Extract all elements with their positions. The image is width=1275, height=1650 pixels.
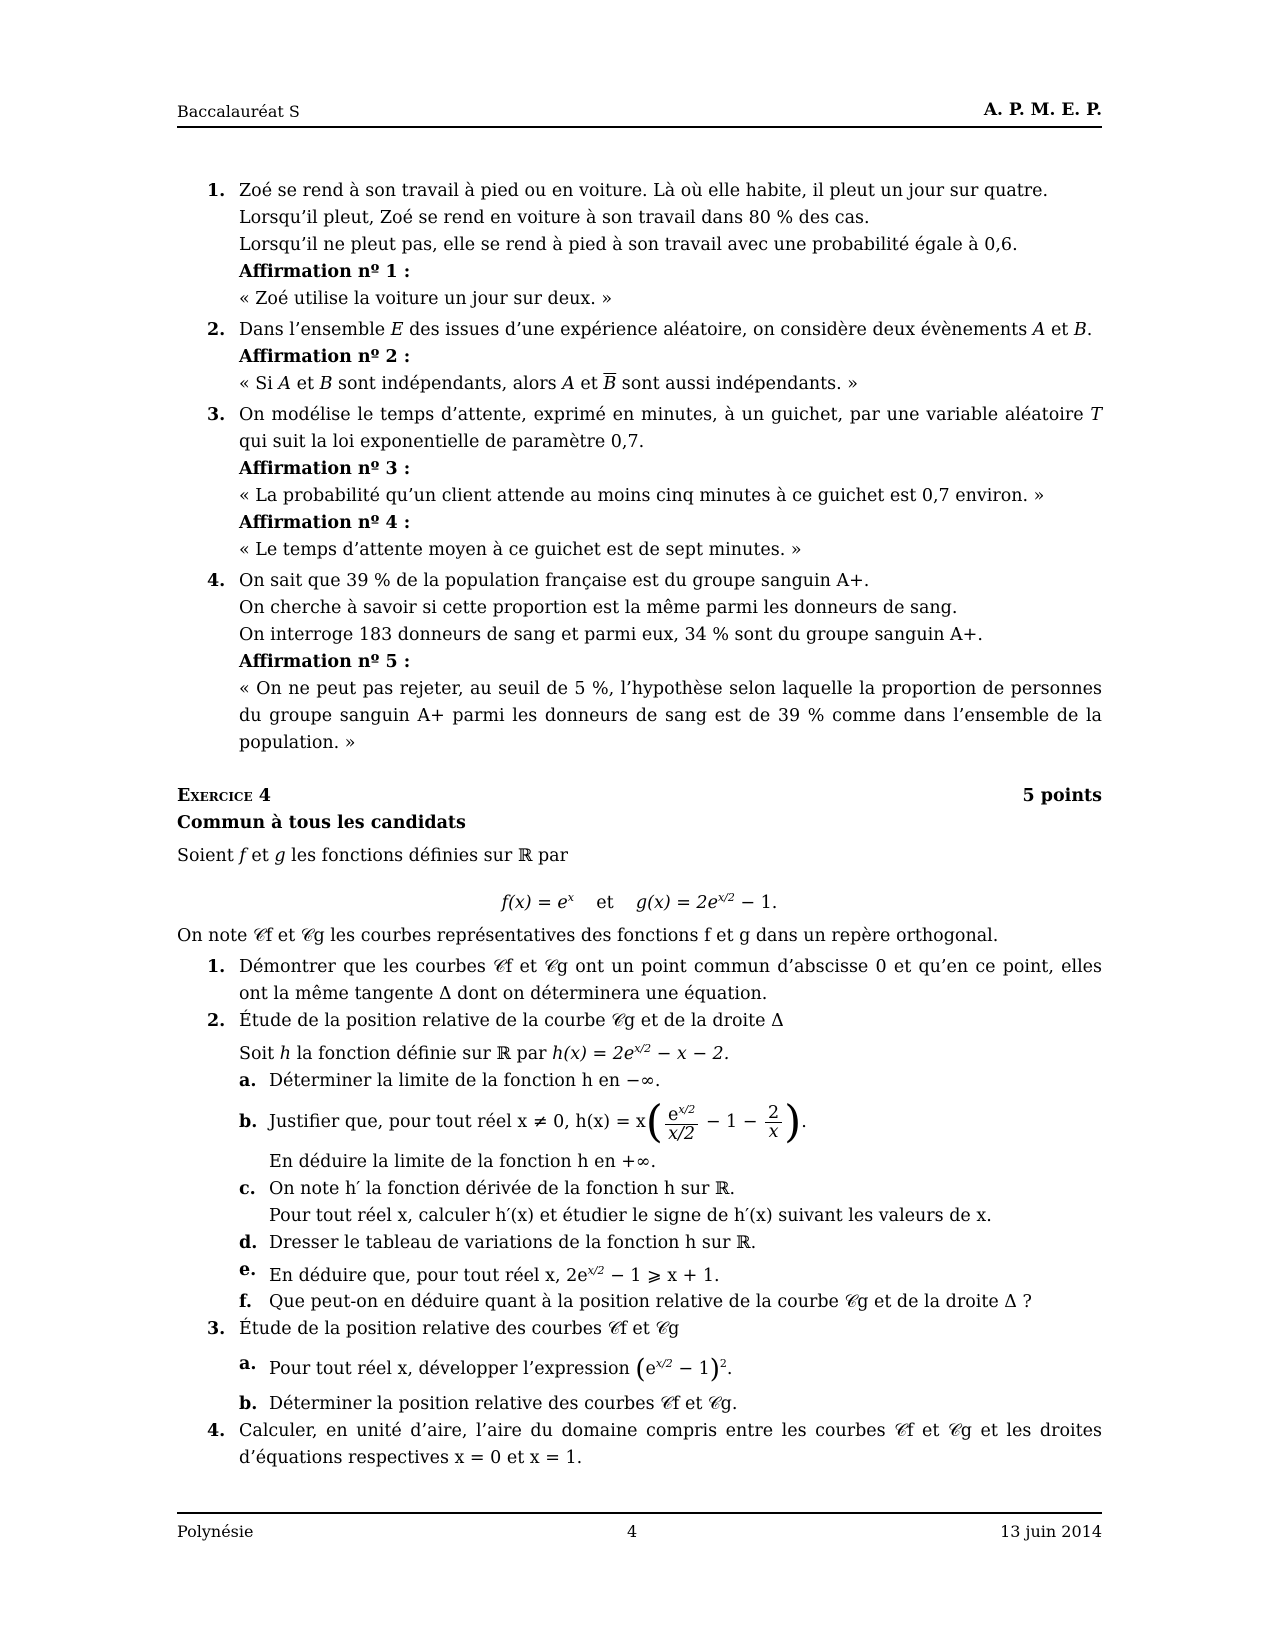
q2-part-c: c. On note h′ la fonction dérivée de la fonction h sur ℝ. Pour tout réel x, calculer h′(x) et étudier le signe de h′(x) suivant les valeurs de x.	[239, 1178, 992, 1226]
question-number: 1.	[207, 956, 226, 977]
affirmation-2-text: « Si A et B sont indépendants, alors A et $\overline{B}$ sont aussi indépendants. »	[239, 374, 858, 394]
q3-text: On modélise le temps d’attente, exprimé en minutes, à un guichet, par une variable aléatoire T qui suit la loi exponentielle de paramètre 0,7.	[239, 405, 1102, 452]
q4-line-2: On cherche à savoir si cette proportion est la même parmi les donneurs de sang.	[239, 598, 958, 618]
header-left: Baccalauréat S	[177, 102, 300, 121]
q3-title: Étude de la position relative des courbes 𝒞f et 𝒞g	[239, 1319, 680, 1340]
page-header	[177, 102, 1102, 128]
q2-line-1: Dans l’ensemble E des issues d’une expérience aléatoire, on considère deux évènements A et B.	[239, 320, 1093, 340]
footer-date: 13 juin 2014	[1000, 1522, 1102, 1541]
exercise-title: Exercice 4	[177, 786, 271, 806]
ex3-question-4	[177, 568, 1102, 757]
ex4-question-1	[177, 954, 1102, 1008]
exercise-subtitle: Commun à tous les candidats	[177, 813, 466, 833]
q4-line-3: On interroge 183 donneurs de sang et parmi eux, 34 % sont du groupe sanguin A+.	[239, 625, 983, 645]
q4-text: Calculer, en unité d’aire, l’aire du domaine compris entre les courbes 𝒞f et 𝒞g et les droites d’équations respectives x = 0 et x = 1.	[239, 1420, 1102, 1468]
affirmation-5-text: « On ne peut pas rejeter, au seuil de 5 %, l’hypothèse selon laquelle la proportion de personnes du groupe sanguin A+ parmi les donneurs de sang est de 39 % comme dans l’ensemble de la population. »	[239, 679, 1102, 753]
ex3-question-2	[177, 317, 1102, 398]
ex4-question-3	[177, 1316, 1102, 1417]
affirmation-1-text: « Zoé utilise la voiture un jour sur deux. »	[239, 289, 613, 309]
exercise-points: 5 points	[1022, 786, 1102, 806]
affirmation-3-text: « La probabilité qu’un client attende au moins cinq minutes à ce guichet est 0,7 environ. »	[239, 486, 1045, 506]
affirmation-4-label: Affirmation nº 4 :	[239, 513, 411, 533]
exercise-4-heading	[177, 783, 1102, 810]
footer-left: Polynésie	[177, 1522, 254, 1541]
function-definitions: $f(x) = e^x$ et $g(x) = 2e^{x/2} - 1$.	[501, 891, 778, 913]
q2-part-e: e. En déduire que, pour tout réel x, $2e^{x/2} - 1$ ⩾ x + 1.	[239, 1259, 720, 1286]
q2-part-b: b. Justifier que, pour tout réel x ≠ 0, h(x) = x( $\frac{e^{x/2}}{x/2}$ − 1 − $\frac{2}{x}$ ). En déduire la limite de la fonction h en +∞.	[239, 1096, 807, 1172]
ex3-question-3	[177, 402, 1102, 564]
q2-part-d: d. Dresser le tableau de variations de la fonction h sur ℝ.	[239, 1232, 757, 1253]
question-number: 2.	[207, 320, 226, 340]
q2-title: Étude de la position relative de la courbe 𝒞g et de la droite Δ	[239, 1010, 784, 1031]
question-number: 4.	[207, 1420, 226, 1441]
question-number: 3.	[207, 405, 226, 425]
ex4-question-4	[177, 1418, 1102, 1472]
question-number: 4.	[207, 571, 226, 591]
question-number: 1.	[207, 181, 226, 201]
affirmation-3-label: Affirmation nº 3 :	[239, 459, 411, 479]
exercise-intro: Soient f et g les fonctions définies sur ℝ par	[177, 846, 568, 866]
page-footer	[177, 1512, 1102, 1544]
curves-note: On note 𝒞f et 𝒞g les courbes représentatives des fonctions f et g dans un repère orthogonal.	[177, 925, 999, 946]
q1-text: Démontrer que les courbes 𝒞f et 𝒞g ont un point commun d’abscisse 0 et qu’en ce point, elles ont la même tangente Δ dont on déterminera une équation.	[239, 956, 1102, 1004]
question-number: 2.	[207, 1010, 226, 1031]
affirmation-5-label: Affirmation nº 5 :	[239, 652, 411, 672]
h-definition: Soit h la fonction définie sur ℝ par $h(x) = 2e^{x/2} - x - 2$.	[239, 1041, 730, 1064]
q3-part-b: b. Déterminer la position relative des courbes 𝒞f et 𝒞g.	[239, 1393, 738, 1414]
question-number: 3.	[207, 1319, 226, 1340]
q1-line-1: Zoé se rend à son travail à pied ou en voiture. Là où elle habite, il pleut un jour sur quatre.	[239, 181, 1049, 201]
affirmation-2-label: Affirmation nº 2 :	[239, 347, 411, 367]
q2-part-f: f. Que peut-on en déduire quant à la position relative de la courbe 𝒞g et de la droite Δ ?	[239, 1292, 1032, 1313]
q2-part-a: a. Déterminer la limite de la fonction h en −∞.	[239, 1070, 661, 1091]
affirmation-4-text: « Le temps d’attente moyen à ce guichet est de sept minutes. »	[239, 540, 802, 560]
q3-part-a: a. Pour tout réel x, développer l’expression $(e^{x/2} - 1)^2$.	[239, 1354, 733, 1385]
header-right: A. P. M. E. P.	[983, 100, 1102, 120]
page-number: 4	[627, 1522, 638, 1541]
q4-line-1: On sait que 39 % de la population française est du groupe sanguin A+.	[239, 571, 870, 591]
affirmation-1-label: Affirmation nº 1 :	[239, 262, 411, 282]
q1-line-3: Lorsqu’il ne pleut pas, elle se rend à pied à son travail avec une probabilité égale à 0,6.	[239, 235, 1018, 255]
document-body	[177, 178, 1102, 1472]
ex3-question-1	[177, 178, 1102, 313]
ex4-question-2	[177, 1008, 1102, 1317]
q1-line-2: Lorsqu’il pleut, Zoé se rend en voiture à son travail dans 80 % des cas.	[239, 208, 870, 228]
